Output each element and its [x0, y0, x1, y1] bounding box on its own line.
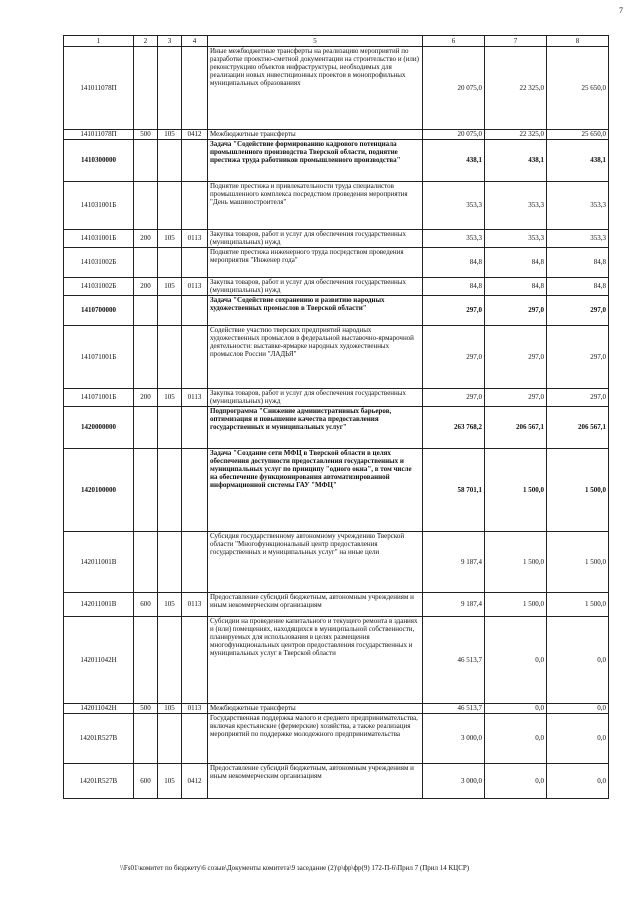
item-name-cell: Задача "Содействие формированию кадрового потенциала промышленного производства Тверской области, поднятие престижа труда работников промышленного производства": [208, 140, 423, 182]
section-code-cell: 0113: [182, 230, 208, 248]
item-name-cell: Предоставление субсидий бюджетным, автономным учреждениям и иным некоммерческим организациям: [208, 593, 423, 617]
table-row: [64, 714, 609, 764]
amount-year3-cell: 297,0: [547, 296, 609, 326]
amount-year2-cell: 22 325,0: [485, 47, 547, 130]
ministry-code-cell: [158, 407, 182, 449]
amount-year3-cell: 25 650,0: [547, 130, 609, 140]
header-cell: 8: [547, 36, 609, 47]
section-code-cell: 0412: [182, 764, 208, 799]
item-name-cell: Субсидии на проведение капитального и текущего ремонта в зданиях и (или) помещениях, находящихся в муниципальной собственности, планируемых для использования в целях размещения многофункциональных центров предоставления государственных и муниципальных услуг в Тверской области: [208, 617, 423, 704]
amount-year3-cell: 0,0: [547, 617, 609, 704]
section-code-cell: [182, 407, 208, 449]
budget-code-cell: 141071001Б: [64, 389, 134, 407]
item-name-cell: Подпрограмма "Снижение административных барьеров, оптимизация и повышение качества предоставления государственных и муниципальных услуг": [208, 407, 423, 449]
amount-year2-cell: 297,0: [485, 296, 547, 326]
budget-code-cell: 142011042Н: [64, 617, 134, 704]
ministry-code-cell: 105: [158, 130, 182, 140]
ministry-code-cell: [158, 714, 182, 764]
amount-year3-cell: 1 500,0: [547, 593, 609, 617]
amount-year3-cell: 0,0: [547, 704, 609, 714]
amount-year2-cell: 0,0: [485, 764, 547, 799]
expense-type-cell: [134, 47, 158, 130]
section-code-cell: [182, 47, 208, 130]
table-row: [64, 764, 609, 799]
amount-year1-cell: 58 701,1: [423, 449, 485, 532]
ministry-code-cell: 105: [158, 230, 182, 248]
amount-year2-cell: 1 500,0: [485, 532, 547, 593]
table-row: [64, 130, 609, 140]
section-code-cell: 0113: [182, 593, 208, 617]
table-row: [64, 532, 609, 593]
expense-type-cell: 200: [134, 278, 158, 296]
budget-code-cell: 142011042Н: [64, 704, 134, 714]
amount-year2-cell: 0,0: [485, 617, 547, 704]
ministry-code-cell: [158, 182, 182, 230]
section-code-cell: [182, 449, 208, 532]
ministry-code-cell: [158, 617, 182, 704]
table-row: [64, 593, 609, 617]
budget-code-cell: 1420000000: [64, 407, 134, 449]
table-row: [64, 140, 609, 182]
item-name-cell: Закупка товаров, работ и услуг для обеспечения государственных (муниципальных) нужд: [208, 230, 423, 248]
budget-code-cell: 141011078П: [64, 130, 134, 140]
ministry-code-cell: [158, 248, 182, 278]
ministry-code-cell: [158, 47, 182, 130]
budget-code-cell: 142011001В: [64, 593, 134, 617]
budget-table: [63, 35, 609, 799]
header-cell: 1: [64, 36, 134, 47]
table-row: [64, 248, 609, 278]
expense-type-cell: [134, 407, 158, 449]
budget-code-cell: 142011001В: [64, 532, 134, 593]
amount-year1-cell: 263 768,2: [423, 407, 485, 449]
budget-code-cell: 141071001Б: [64, 326, 134, 389]
table-row: [64, 617, 609, 704]
budget-code-cell: 141011078П: [64, 47, 134, 130]
header-cell: 6: [423, 36, 485, 47]
ministry-code-cell: [158, 296, 182, 326]
page-number: 7: [619, 6, 623, 15]
amount-year3-cell: 25 650,0: [547, 47, 609, 130]
amount-year3-cell: 353,3: [547, 182, 609, 230]
amount-year1-cell: 297,0: [423, 326, 485, 389]
header-cell: 4: [182, 36, 208, 47]
amount-year2-cell: 1 500,0: [485, 593, 547, 617]
expense-type-cell: [134, 140, 158, 182]
section-code-cell: [182, 140, 208, 182]
table-row: [64, 47, 609, 130]
item-name-cell: Задача "Создание сети МФЦ в Тверской области в целях обеспечения доступности предоставления государственных и муниципальных услуг по принципу "одного окна", в том числе на обеспечение функционирования автоматизированной информационной системы ГАУ "МФЦ": [208, 449, 423, 532]
amount-year3-cell: 438,1: [547, 140, 609, 182]
amount-year3-cell: 297,0: [547, 389, 609, 407]
section-code-cell: [182, 617, 208, 704]
budget-code-cell: 1420100000: [64, 449, 134, 532]
item-name-cell: Иные межбюджетные трансферты на реализацию мероприятий по разработке проектно-сметной документации на строительство и (или) реконструкцию объектов инфраструктуры, необходимых для реализации новых инвестиционных проектов в монопрофильных муниципальных образованиях: [208, 47, 423, 130]
amount-year1-cell: 297,0: [423, 389, 485, 407]
item-name-cell: Закупка товаров, работ и услуг для обеспечения государственных (муниципальных) нужд: [208, 389, 423, 407]
amount-year1-cell: 84,8: [423, 248, 485, 278]
item-name-cell: Поднятие престижа инженерного труда посредством проведения мероприятия "Инженер года": [208, 248, 423, 278]
amount-year1-cell: 9 187,4: [423, 593, 485, 617]
expense-type-cell: [134, 617, 158, 704]
budget-code-cell: 141031002Б: [64, 278, 134, 296]
table-row: [64, 182, 609, 230]
amount-year3-cell: 353,3: [547, 230, 609, 248]
amount-year2-cell: 297,0: [485, 389, 547, 407]
expense-type-cell: [134, 182, 158, 230]
budget-code-cell: 14201R527В: [64, 764, 134, 799]
expense-type-cell: [134, 714, 158, 764]
ministry-code-cell: 105: [158, 278, 182, 296]
section-code-cell: 0113: [182, 389, 208, 407]
amount-year1-cell: 20 075,0: [423, 47, 485, 130]
amount-year3-cell: 297,0: [547, 326, 609, 389]
ministry-code-cell: [158, 140, 182, 182]
amount-year1-cell: 9 187,4: [423, 532, 485, 593]
expense-type-cell: [134, 532, 158, 593]
amount-year1-cell: 297,0: [423, 296, 485, 326]
amount-year2-cell: 84,8: [485, 278, 547, 296]
item-name-cell: Содействие участию тверских предприятий народных художественных промыслов в федеральной выставочно-ярмарочной деятельности: выставке-ярмарке народных художественных промыслов России "ЛАДЬЯ": [208, 326, 423, 389]
item-name-cell: Субсидия государственному автономному учреждению Тверской области "Многофункциональный центр предоставления государственных и муниципальных услуг" на иные цели: [208, 532, 423, 593]
amount-year2-cell: 206 567,1: [485, 407, 547, 449]
amount-year2-cell: 1 500,0: [485, 449, 547, 532]
expense-type-cell: [134, 449, 158, 532]
expense-type-cell: 200: [134, 230, 158, 248]
amount-year2-cell: 297,0: [485, 326, 547, 389]
amount-year3-cell: 206 567,1: [547, 407, 609, 449]
section-code-cell: 0113: [182, 278, 208, 296]
ministry-code-cell: 105: [158, 389, 182, 407]
file-path-footer: \\Fs01\комитет по бюджету\6 созыв\Документы комитета\9 заседание (2)\р\фр\фр(9) 172-П-6\Прил 7 (Прил 14 КЦСР): [120, 864, 470, 872]
amount-year3-cell: 1 500,0: [547, 532, 609, 593]
expense-type-cell: [134, 296, 158, 326]
budget-code-cell: 1410300000: [64, 140, 134, 182]
item-name-cell: Межбюджетные трансферты: [208, 704, 423, 714]
amount-year3-cell: 0,0: [547, 764, 609, 799]
item-name-cell: Поднятие престижа и привлекательности труда специалистов промышленного комплекса посредством проведения мероприятия "День машиностроителя": [208, 182, 423, 230]
item-name-cell: Задача "Содействие сохранению и развитию народных художественных промыслов в Тверской области": [208, 296, 423, 326]
header-cell: 7: [485, 36, 547, 47]
expense-type-cell: 500: [134, 130, 158, 140]
expense-type-cell: [134, 248, 158, 278]
amount-year1-cell: 46 513,7: [423, 617, 485, 704]
ministry-code-cell: [158, 326, 182, 389]
expense-type-cell: 200: [134, 389, 158, 407]
budget-code-cell: 141031001Б: [64, 182, 134, 230]
amount-year1-cell: 353,3: [423, 182, 485, 230]
amount-year2-cell: 353,3: [485, 182, 547, 230]
header-row: [64, 36, 609, 47]
budget-code-cell: 1410700000: [64, 296, 134, 326]
section-code-cell: [182, 714, 208, 764]
amount-year2-cell: 84,8: [485, 248, 547, 278]
expense-type-cell: [134, 326, 158, 389]
ministry-code-cell: [158, 449, 182, 532]
amount-year2-cell: 438,1: [485, 140, 547, 182]
expense-type-cell: 600: [134, 764, 158, 799]
ministry-code-cell: 105: [158, 764, 182, 799]
amount-year1-cell: 84,8: [423, 278, 485, 296]
amount-year3-cell: 84,8: [547, 278, 609, 296]
ministry-code-cell: [158, 532, 182, 593]
table-row: [64, 278, 609, 296]
header-cell: 3: [158, 36, 182, 47]
amount-year1-cell: 353,3: [423, 230, 485, 248]
item-name-cell: Межбюджетные трансферты: [208, 130, 423, 140]
amount-year3-cell: 0,0: [547, 714, 609, 764]
amount-year3-cell: 1 500,0: [547, 449, 609, 532]
budget-code-cell: 141031002Б: [64, 248, 134, 278]
amount-year2-cell: 353,3: [485, 230, 547, 248]
amount-year1-cell: 438,1: [423, 140, 485, 182]
table-row: [64, 296, 609, 326]
amount-year3-cell: 84,8: [547, 248, 609, 278]
header-cell: 5: [208, 36, 423, 47]
table-body: [64, 36, 609, 799]
amount-year1-cell: 3 000,0: [423, 714, 485, 764]
table-row: [64, 449, 609, 532]
amount-year1-cell: 46 513,7: [423, 704, 485, 714]
expense-type-cell: 600: [134, 593, 158, 617]
table-row: [64, 407, 609, 449]
section-code-cell: [182, 326, 208, 389]
section-code-cell: [182, 296, 208, 326]
item-name-cell: Государственная поддержка малого и среднего предпринимательства, включая крестьянские (фермерские) хозяйства, а также реализация мероприятий по поддержке молодежного предпринимательства: [208, 714, 423, 764]
ministry-code-cell: 105: [158, 704, 182, 714]
table-row: [64, 704, 609, 714]
ministry-code-cell: 105: [158, 593, 182, 617]
amount-year1-cell: 20 075,0: [423, 130, 485, 140]
budget-code-cell: 141031001Б: [64, 230, 134, 248]
amount-year2-cell: 0,0: [485, 714, 547, 764]
header-cell: 2: [134, 36, 158, 47]
section-code-cell: 0412: [182, 130, 208, 140]
section-code-cell: [182, 532, 208, 593]
section-code-cell: [182, 182, 208, 230]
table-row: [64, 230, 609, 248]
section-code-cell: [182, 248, 208, 278]
expense-type-cell: 500: [134, 704, 158, 714]
amount-year1-cell: 3 000,0: [423, 764, 485, 799]
amount-year2-cell: 22 325,0: [485, 130, 547, 140]
table-row: [64, 326, 609, 389]
table-row: [64, 389, 609, 407]
item-name-cell: Предоставление субсидий бюджетным, автономным учреждениям и иным некоммерческим организациям: [208, 764, 423, 799]
budget-code-cell: 14201R527В: [64, 714, 134, 764]
section-code-cell: 0113: [182, 704, 208, 714]
item-name-cell: Закупка товаров, работ и услуг для обеспечения государственных (муниципальных) нужд: [208, 278, 423, 296]
amount-year2-cell: 0,0: [485, 704, 547, 714]
